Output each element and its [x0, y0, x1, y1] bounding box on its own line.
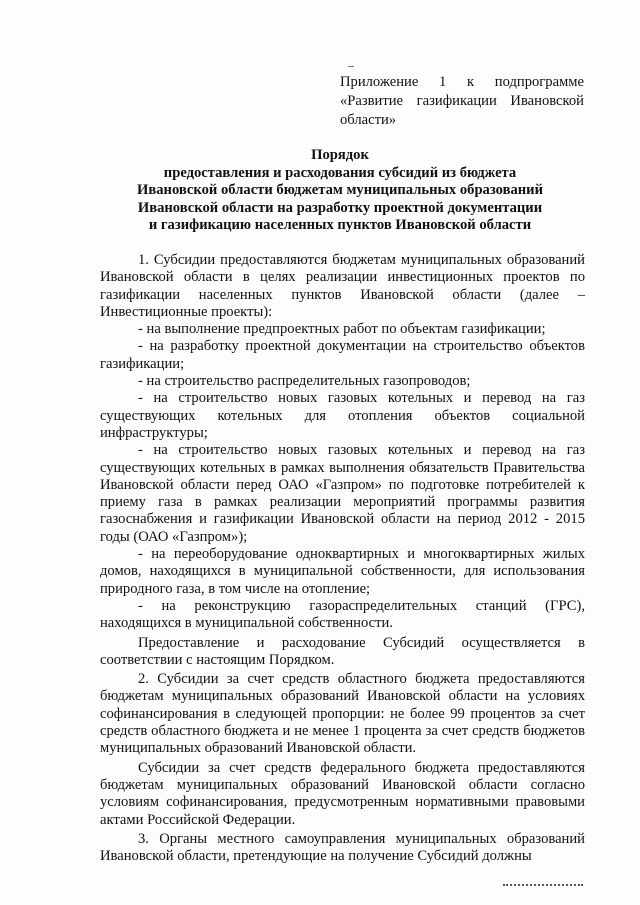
bullet-3: - на строительство распределительных газопроводов;	[138, 373, 471, 390]
bullet-7: - на реконструкцию газораспределительных станций (ГРС), находящихся в муниципальной собственности.	[100, 597, 585, 632]
bullet-6: - на переоборудование одноквартирных и многоквартирных жилых домов, находящихся в муниципальной собственности, для использования природного газа, в том числе на отопление;	[100, 546, 585, 597]
annex-line-3: области»	[340, 112, 397, 128]
document-title	[95, 147, 585, 235]
annex-line-1: Приложение 1 к подпрограмме	[340, 74, 584, 90]
bullet-5: - на строительство новых газовых котельных и перевод на газ существующих котельных в рамках выполнения обязательств Правительства Ивановской области перед ОАО «Газпром» по подготовке потребителей к приему газа в рамках реализации мероприятий программы развития газоснабжения и газификации Ивановской области на период 2012 - 2015 годы (ОАО «Газпром»);	[100, 442, 585, 545]
paragraph-2: Предоставление и расходование Субсидий осуществляется в соответствии с настоящим Порядком.	[100, 634, 585, 668]
title-line-3: Ивановской области на разработку проектной документации	[137, 199, 543, 216]
title-heading: Порядок	[311, 147, 369, 163]
title-line-1: предоставления и расходования субсидий из бюджета	[163, 164, 517, 181]
footer-dotted-line	[503, 884, 583, 886]
paragraph-5: 3. Органы местного самоуправления муниципальных образований Ивановской области, претендующие на получение Субсидий должны	[100, 830, 585, 865]
annex-line-2: «Развитие газификации Ивановской	[340, 93, 584, 109]
paragraph-4: Субсидии за счет средств федерального бюджета предоставляются бюджетам муниципальных образований Ивановской области согласно условиям софинансирования, предусмотренным нормативными правовыми актами Российской Федерации.	[100, 759, 585, 828]
document-body	[100, 252, 585, 865]
scan-mark	[348, 66, 354, 67]
paragraph-1: 1. Субсидии предоставляются бюджетам муниципальных образований Ивановской области в целях реализации инвестиционных проектов по газификации населенных пунктов Ивановской области (далее – Инвестиционные проекты):	[100, 252, 585, 320]
title-line-2: Ивановской области бюджетам муниципальных образований	[137, 182, 543, 198]
title-line-4: и газификацию населенных пунктов Ивановской области	[148, 217, 532, 233]
bullet-4: - на строительство новых газовых котельных и перевод на газ существующих котельных для отопления объектов социальной инфраструктуры;	[100, 390, 585, 441]
annex-note	[340, 73, 584, 130]
paragraph-3: 2. Субсидии за счет средств областного бюджета предоставляются бюджетам муниципальных образований Ивановской области на условиях софинансирования в следующей пропорции: не более 99 процентов за счет средств областного бюджета и не менее 1 процента за счет средств бюджетов муниципальных образований Ивановской области.	[100, 671, 585, 757]
bullet-2: - на разработку проектной документации на строительство объектов газификации;	[100, 338, 585, 372]
bullet-1: - на выполнение предпроектных работ по объектам газификации;	[138, 321, 546, 338]
